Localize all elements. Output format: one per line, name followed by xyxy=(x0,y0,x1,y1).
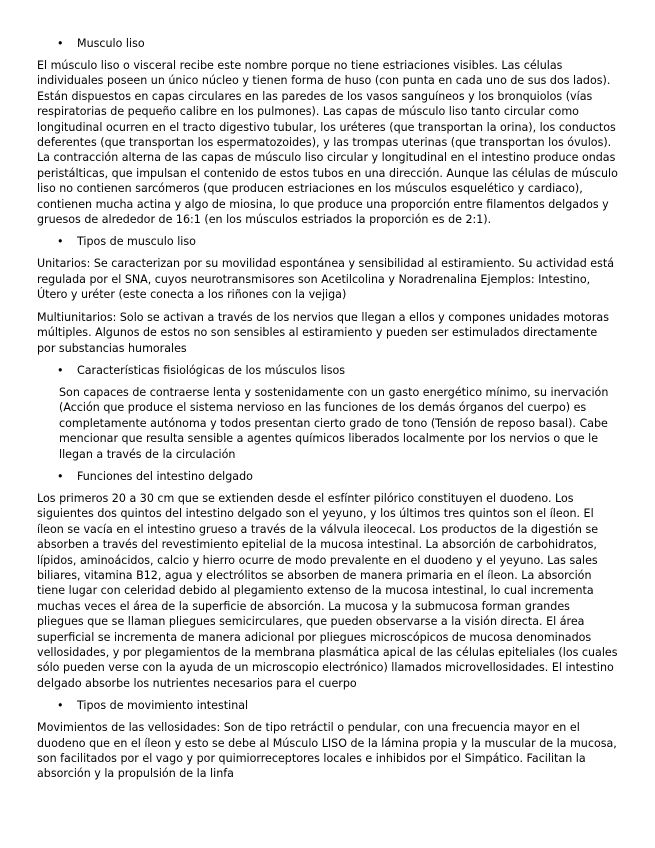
paragraph-multiunitarios: Multiunitarios: Solo se activan a través de los nervios que llegan a ellos y compones unidades motoras múltiples. Algunos de estos no son sensibles al estiramiento y pueden ser estimulados directamente por substancias humorales xyxy=(37,310,609,355)
bullet-heading xyxy=(37,698,619,714)
bullet-dot: • xyxy=(57,699,64,713)
heading-funciones-intestino: Funciones del intestino delgado xyxy=(77,469,253,483)
bullet-heading xyxy=(37,234,619,250)
paragraph-caracteristicas: Son capaces de contraerse lenta y sostenidamente con un gasto energético mínimo, su inervación (Acción que produce el sistema nervioso en las funciones de los demás órganos del cuerpo) es completamente autónoma y todos presentan cierto grado de tono (Tensión de reposo basal). Cabe mencionar que resulta sensible a agentes químicos liberados localmente por los nervios o que le llegan a través de la circulación xyxy=(59,385,609,461)
heading-musculo-liso: Musculo liso xyxy=(77,37,145,50)
paragraph-funciones-intestino: Los primeros 20 a 30 cm que se extienden desde el esfínter pilórico constituyen el duodeno. Los siguientes dos quintos del intestino delgado son el yeyuno, y los últimos tres quintos son el íleon. El íleon se vacía en el intestino grueso a través de la válvula ileocecal. Los productos de la digestión se absorben a través del revestimiento epitelial de la mucosa intestinal. La absorción de carbohidratos, lípidos, aminoácidos, calcio y hierro ocurre de modo prevalente en el duodeno y el yeyuno. Las sales biliares, vitamina B12, agua y electrólitos se absorben de manera primaria en el íleon. La absorción tiene lugar con celeridad debido al plegamiento extenso de la mucosa intestinal, lo cual incrementa muchas veces el área de la superficie de absorción. La mucosa y la submucosa forman grandes pliegues que se llaman pliegues semicirculares, que pueden observarse a la visión directa. El área superficial se incrementa de manera adicional por pliegues microscópicos de mucosa denominados vellosidades, y por plegamientos de la membrana plasmática apical de las células epiteliales (los cuales sólo pueden verse con la ayuda de un microscopio electrónico) llamados microvellosidades. El intestino delgado absorbe los nutrientes necesarios para el cuerpo xyxy=(37,491,618,690)
heading-caracteristicas: Características fisiológicas de los músculos lisos xyxy=(77,363,346,377)
document-page xyxy=(37,36,619,789)
bullet-heading xyxy=(37,469,619,485)
bullet-dot: • xyxy=(57,363,64,377)
bullet-heading xyxy=(37,363,619,379)
bullet-heading xyxy=(37,36,619,52)
heading-tipos-musculo-liso: Tipos de musculo liso xyxy=(77,235,196,249)
bullet-dot: • xyxy=(57,469,64,483)
heading-movimiento-intestinal: Tipos de movimiento intestinal xyxy=(77,699,249,713)
bullet-dot: • xyxy=(57,37,64,50)
bullet-dot: • xyxy=(57,235,64,249)
paragraph-musculo-liso: El músculo liso o visceral recibe este nombre porque no tiene estriaciones visibles. Las células individuales poseen un único núcleo y tienen forma de huso (con punta en cada uno de sus dos lados). Están dispuestos en capas circulares en las paredes de los vasos sanguíneos y los bronquiolos (vías respiratorias de pequeño calibre en los pulmones). Las capas de músculo liso tanto circular como longitudinal ocurren en el tracto digestivo tubular, los uréteres (que transportan la orina), los conductos deferentes (que transportan los espermatozoides), y las trompas uterinas (que transportan los óvulos). La contracción alterna de las capas de músculo liso circular y longitudinal en el intestino produce ondas peristálticas, que impulsan el contenido de estos tubos en una dirección. Aunque las células de músculo liso no contienen sarcómeros (que producen estriaciones en los músculos esquelético y cardiaco), contienen mucha actina y algo de miosina, lo que produce una proporción entre filamentos delgados y gruesos de alrededor de 16:1 (en los músculos estriados la proporción es de 2:1). xyxy=(37,59,618,227)
paragraph-movimiento-intestinal: Movimientos de las vellosidades: Son de tipo retráctil o pendular, con una frecuencia mayor en el duodeno que en el íleon y esto se debe al Músculo LISO de la lámina propia y la muscular de la mucosa, son facilitados por el vago y por quimiorreceptores locales e inhibidos por el Simpático. Facilitan la absorción y la propulsión de la linfa xyxy=(37,721,617,781)
paragraph-unitarios: Unitarios: Se caracterizan por su movilidad espontánea y sensibilidad al estiramiento. Su actividad está regulada por el SNA, cuyos neurotransmisores son Acetilcolina y Noradrenalina Ejemplos: Intestino, Útero y uréter (este conecta a los riñones con la vejiga) xyxy=(37,257,615,302)
